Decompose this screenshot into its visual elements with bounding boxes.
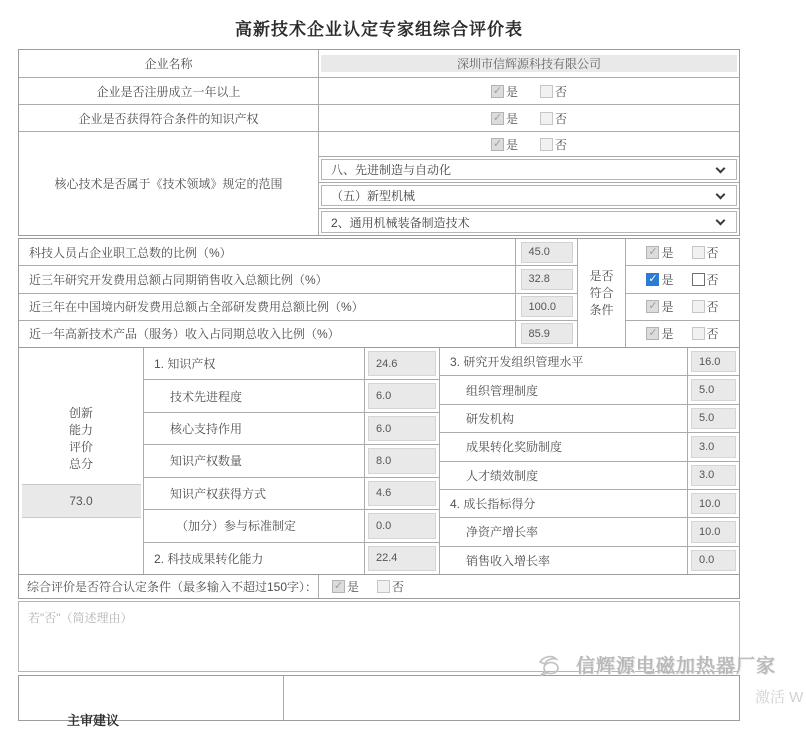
chevron-down-icon (716, 216, 726, 226)
yes-checkbox[interactable]: ✓ (333, 580, 344, 592)
selected-option: 2、通用机械装备制造技术 (331, 215, 470, 230)
table-row (144, 445, 439, 477)
yes-checkbox[interactable]: ✓ (648, 272, 658, 285)
table-row (440, 547, 739, 574)
score-item-label: 净资产增长率 (466, 525, 539, 540)
score-item-label: 2. 科技成果转化能力 (154, 551, 264, 566)
yes-checkbox[interactable]: ✓ (492, 84, 503, 97)
no-checkbox[interactable] (692, 246, 705, 259)
ratio-value-input[interactable]: 32.8 (521, 269, 573, 290)
yes-label: 是 (661, 272, 674, 287)
score-value-input[interactable]: 3.0 (691, 436, 736, 457)
no-label: 否 (392, 580, 405, 594)
yes-label: 是 (661, 327, 674, 342)
score-item-label: 4. 成长指标得分 (450, 497, 536, 512)
check-row (626, 294, 739, 321)
table-row (19, 239, 577, 266)
score-right-subtable (440, 348, 739, 574)
yes-label: 是 (505, 137, 518, 152)
no-checkbox[interactable] (692, 300, 705, 313)
table-row (19, 321, 577, 347)
score-item-label: 核心支持作用 (170, 422, 243, 437)
table-row (19, 50, 739, 78)
table-row (144, 478, 439, 510)
yes-checkbox[interactable]: ✓ (648, 245, 658, 258)
table-row (19, 105, 739, 132)
yes-label: 是 (505, 84, 518, 99)
score-value-input[interactable]: 5.0 (691, 408, 736, 429)
table-row (144, 413, 439, 445)
selected-option: 八、先进制造与自动化 (331, 163, 452, 177)
score-value-input[interactable]: 6.0 (368, 383, 436, 408)
core-tech-label: 核心技术是否属于《技术领域》规定的范围 (19, 132, 319, 235)
merged-label-line: 条件 (589, 302, 614, 317)
qualified-ip-label: 企业是否获得符合条件的知识产权 (19, 105, 319, 131)
page-title: 高新技术企业认定专家组综合评价表 (235, 20, 523, 39)
ratio-value-cell (515, 266, 577, 292)
tech-domain-select-level2[interactable] (321, 185, 737, 206)
company-name-cell (319, 50, 739, 77)
no-checkbox[interactable] (692, 273, 705, 286)
score-item-label: 技术先进程度 (170, 389, 243, 404)
score-value-cell (687, 518, 739, 545)
no-label: 否 (706, 300, 719, 315)
score-item-label: （加分）参与标准制定 (176, 519, 297, 534)
table-row (144, 380, 439, 412)
score-value-cell (687, 547, 739, 574)
score-value-cell (687, 376, 739, 403)
yes-label: 是 (505, 111, 518, 126)
check-row (626, 239, 739, 266)
score-value-cell (364, 543, 439, 574)
total-score-label-line: 总分 (68, 456, 93, 471)
table-row (19, 266, 577, 293)
table-row (144, 510, 439, 542)
score-item-label: 研发机构 (466, 411, 515, 426)
reviewer-opinion-row (18, 675, 740, 728)
ratio-value-input[interactable]: 100.0 (521, 296, 573, 317)
table-row (440, 405, 739, 433)
score-value-input[interactable]: 10.0 (691, 521, 736, 542)
score-item-label: 知识产权数量 (170, 454, 243, 469)
score-value-cell (687, 433, 739, 460)
table-row (19, 78, 739, 105)
yes-label: 是 (661, 300, 674, 315)
ratio-label: 科技人员占企业职工总数的比例（%） (29, 245, 232, 260)
score-value-cell (687, 490, 739, 517)
score-value-input[interactable]: 22.4 (368, 546, 436, 571)
yes-label: 是 (661, 245, 674, 260)
registered-over-one-year-cell (319, 78, 739, 104)
score-table (18, 348, 740, 575)
score-value-cell (364, 445, 439, 476)
no-label: 否 (555, 111, 568, 126)
total-score-cell (19, 348, 144, 574)
score-value-cell (364, 380, 439, 411)
score-item-label: 3. 研究开发组织管理水平 (450, 355, 584, 370)
overall-evaluation-label: 综合评价是否符合认定条件（最多输入不超过150字）： (19, 575, 319, 598)
yes-checkbox[interactable]: ✓ (492, 137, 503, 150)
tech-domain-row (319, 183, 739, 209)
score-value-cell (364, 413, 439, 444)
no-label: 否 (706, 327, 719, 342)
core-tech-row (19, 132, 739, 235)
tech-domain-row (319, 209, 739, 235)
reason-textarea[interactable] (18, 601, 740, 672)
no-checkbox[interactable] (540, 112, 553, 125)
score-value-input[interactable]: 10.0 (691, 493, 736, 514)
table-row (440, 348, 739, 376)
reviewer-opinion-label: 主审建议 (67, 713, 120, 728)
check-row (626, 266, 739, 293)
score-value-cell (364, 478, 439, 509)
score-left-subtable (144, 348, 440, 574)
yes-checkbox[interactable]: ✓ (648, 300, 658, 313)
core-tech-cell (319, 132, 739, 235)
merged-label-line: 是否 (589, 268, 614, 283)
ratio-table (18, 238, 740, 348)
score-value-cell (364, 510, 439, 541)
table-row (144, 348, 439, 380)
ratio-label: 近三年研究开发费用总额占同期销售收入总额比例（%） (29, 272, 328, 287)
table-row (440, 462, 739, 490)
ratio-value-input[interactable]: 45.0 (521, 242, 573, 263)
score-value-cell (687, 405, 739, 432)
ratio-rows (19, 239, 577, 347)
company-info-table (18, 49, 740, 236)
ratio-value-cell (515, 321, 577, 347)
check-row (626, 321, 739, 347)
no-label: 否 (555, 84, 568, 99)
table-row (440, 518, 739, 546)
yes-label: 是 (347, 580, 360, 594)
tech-domain-select-level1[interactable] (321, 159, 737, 180)
score-value-input[interactable]: 8.0 (368, 448, 436, 473)
score-value-input[interactable]: 5.0 (691, 379, 736, 400)
ratio-label: 近一年高新技术产品（服务）收入占同期总收入比例（%） (29, 327, 340, 342)
score-value-input[interactable]: 16.0 (691, 351, 736, 372)
score-item-label: 组织管理制度 (466, 383, 539, 398)
table-row (440, 490, 739, 518)
score-value-input[interactable]: 4.6 (368, 481, 436, 506)
no-checkbox[interactable] (540, 85, 553, 98)
registered-over-one-year-label: 企业是否注册成立一年以上 (19, 78, 319, 104)
company-name-value: 深圳市信辉源科技有限公司 (321, 55, 737, 72)
tech-domain-row (319, 157, 739, 183)
table-row (144, 543, 439, 574)
chevron-down-icon (716, 189, 726, 199)
reviewer-opinion-label-cell (19, 676, 284, 728)
tech-domain-select-level3[interactable] (321, 211, 737, 233)
table-row (440, 433, 739, 461)
company-name-label: 企业名称 (19, 50, 319, 77)
ratio-value-input[interactable]: 85.9 (521, 323, 573, 344)
score-item-label: 成果转化奖励制度 (466, 440, 563, 455)
evaluation-form-page (18, 0, 740, 728)
ratio-label: 近三年在中国境内研发费用总额占全部研发费用总额比例（%） (29, 300, 364, 315)
score-value-cell (687, 348, 739, 375)
yes-checkbox[interactable]: ✓ (648, 327, 658, 340)
table-row (19, 294, 577, 321)
yes-checkbox[interactable]: ✓ (492, 111, 503, 124)
no-checkbox[interactable] (692, 327, 705, 340)
score-item-label: 知识产权获得方式 (170, 486, 267, 501)
ratio-value-cell (515, 239, 577, 265)
total-score-label-line: 评价 (68, 439, 93, 454)
no-label: 否 (706, 272, 719, 287)
score-item-label: 销售收入增长率 (466, 553, 551, 568)
no-checkbox[interactable] (540, 138, 553, 151)
score-value-cell (364, 348, 439, 379)
total-score-label-line: 创新 (68, 405, 93, 420)
core-tech-yesno (319, 132, 739, 157)
score-value-input[interactable]: 0.0 (368, 513, 436, 538)
score-value-input[interactable]: 24.6 (368, 351, 436, 376)
score-item-label: 人才绩效制度 (466, 468, 539, 483)
reviewer-opinion-value-cell[interactable] (284, 676, 739, 720)
table-row (440, 376, 739, 404)
score-value-cell (687, 462, 739, 489)
score-value-input[interactable]: 3.0 (691, 465, 736, 486)
chevron-down-icon (716, 163, 726, 173)
no-label: 否 (555, 137, 568, 152)
selected-option: （五）新型机械 (331, 189, 416, 203)
total-score-label-line: 能力 (68, 422, 93, 437)
overall-evaluation-row (18, 575, 740, 599)
score-value-input[interactable]: 0.0 (691, 550, 736, 571)
overall-evaluation-checks (319, 575, 739, 598)
qualified-ip-cell (319, 105, 739, 131)
meets-condition-header (577, 239, 626, 347)
score-value-input[interactable]: 6.0 (368, 416, 436, 441)
no-checkbox[interactable] (377, 580, 390, 593)
ratio-check-column (626, 239, 739, 347)
score-item-label: 1. 知识产权 (154, 357, 216, 372)
activate-windows-watermark: 激活 W (755, 689, 804, 706)
total-score-value: 73.0 (22, 484, 141, 518)
watermark-text: 信辉源电磁加热器厂家 (576, 656, 777, 677)
no-label: 否 (706, 245, 719, 260)
merged-label-line: 符合 (589, 285, 614, 300)
ratio-value-cell (515, 294, 577, 320)
